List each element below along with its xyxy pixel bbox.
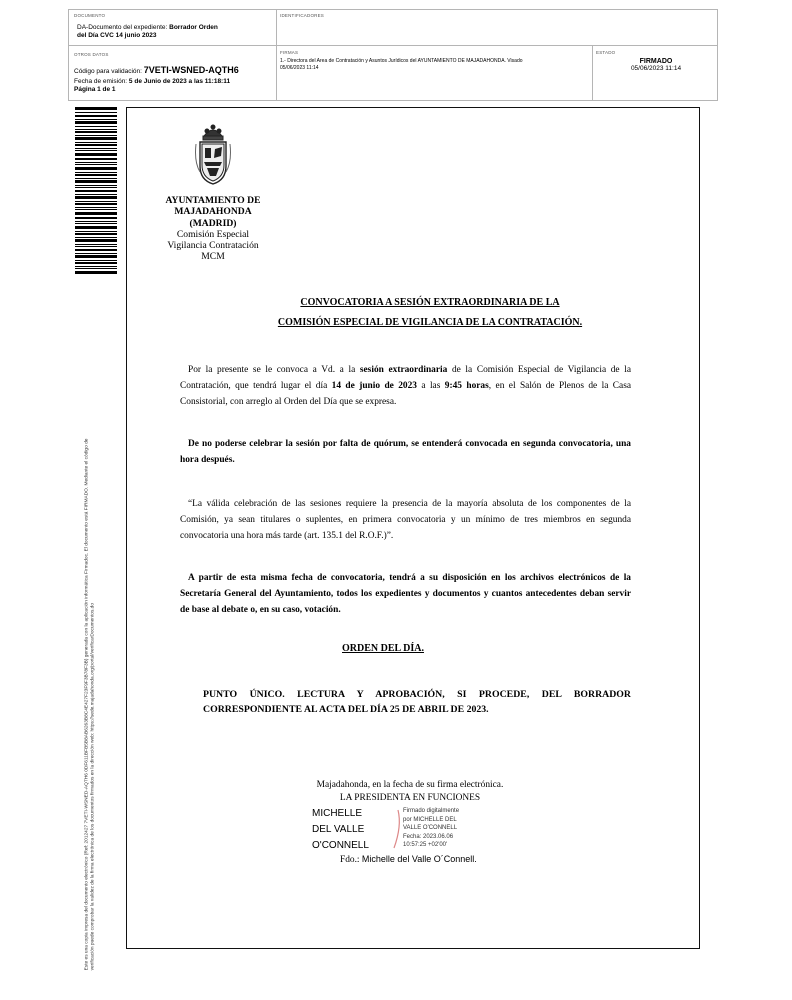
documento-tag: DOCUMENTO	[74, 13, 106, 18]
org-line1: AYUNTAMIENTO DE	[165, 195, 261, 206]
paragraph-1: Por la presente se le convoca a Vd. a la sesión extraordinaria de la Comisión Especial de Vigilancia de la Contratación, que tendrá lugar el día 14 de junio de 2023 a las 9:45 horas, en el Salón de Plenos de la Casa Consistorial, con arreglo al Orden del Día que se expresa.	[180, 365, 632, 407]
side-verification-text	[86, 290, 96, 970]
org-line5: Vigilancia Contratación	[167, 240, 259, 252]
punto-unico: PUNTO ÚNICO. LECTURA Y APROBACIÓN, SI PROCEDE, DEL BORRADOR CORRESPONDIENTE AL ACTA DEL DÍA 25 DE ABRIL DE 2023.	[203, 689, 631, 715]
otros-datos-tag: OTROS DATOS	[74, 52, 109, 57]
title-line1: CONVOCATORIA A SESIÓN EXTRAORDINARIA DE LA	[300, 297, 560, 308]
barcode-image	[75, 107, 117, 274]
documento-line2: del Día CVC 14 junio 2023	[77, 32, 157, 39]
firma-line2: 05/06/2023 11:14	[280, 64, 319, 71]
signature-info: Firmado digitalmente por MICHELLE DEL VALLE O'CONNELL Fecha: 2023.06.06 10:57:25 +02'00'	[403, 808, 460, 849]
org-line6: MCM	[201, 251, 225, 263]
documento-line1: DA-Documento del expediente: Borrador Orden	[77, 24, 218, 31]
paragraph-2: De no poderse celebrar la sesión por falta de quórum, se entenderá convocada en segunda convocatoria, una hora después.	[180, 439, 631, 465]
estado-tag: ESTADO	[596, 50, 616, 55]
title-line2: COMISIÓN ESPECIAL DE VIGILANCIA DE LA CONTRATACIÓN.	[277, 317, 583, 328]
page-count: Página 1 de 1	[74, 86, 116, 93]
validation-code: Código para validación: 7VETI-WSNED-AQTH6	[74, 65, 239, 75]
firmas-tag: FIRMAS	[280, 50, 299, 55]
estado-value: FIRMADO	[639, 58, 673, 65]
firma-line1: 1.- Directora del Area de Contratación y Asuntos Jurídicos del AYUNTAMIENTO DE MAJADAHONDA. Visado	[280, 58, 523, 64]
organization-block	[160, 195, 266, 263]
document-header	[68, 9, 718, 101]
orden-del-dia-heading: ORDEN DEL DÍA.	[342, 643, 424, 654]
org-line3: (MADRID)	[189, 217, 237, 229]
emission-date: Fecha de emisión: 5 de Junio de 2023 a las 11:18:11	[74, 78, 231, 85]
org-line2: MAJADAHONDA	[174, 206, 252, 218]
digital-signature-stamp	[312, 806, 492, 852]
signature-role: LA PRESIDENTA EN FUNCIONES	[339, 793, 481, 803]
paragraph-3: “La válida celebración de las sesiones requiere la presencia de la mayoría absoluta de los componentes de la Comisión, ya sean titulares o suplentes, en primera convocatoria y un mínimo de tres miembros en segunda convocatoria una hora más tarde (art. 135.1 del R.O.F.)”.	[180, 499, 631, 541]
side-text-line1: Este es una copia impresa del documento electrónico (Ref: 2012427 7VETI-WSNED-AQTH6 0DF611BFB5B8AB6263B8C4E427F23F9F3B78F3B) generada con la aplicación informática Firmadoc. El documento está FIRMADO. Mediante el código de	[84, 438, 90, 970]
coat-of-arms-icon	[194, 122, 232, 186]
signed-by-line: Fdo.: Michelle del Valle O´Connell.	[340, 854, 477, 865]
signer-name: MICHELLE DEL VALLE O'CONNELL	[312, 808, 369, 851]
estado-date: 05/06/2023 11:14	[630, 65, 682, 72]
side-text-line2: verificación puede comprobar la validez de la firma electrónica de los documentos firmados en la dirección web: https://sede.majadahonda.org/portal/verificarDocumentos.do	[90, 602, 96, 970]
paragraph-4: A partir de esta misma fecha de convocatoria, tendrá a su disposición en los archivos electrónicos de la Secretaría General del Ayuntamiento, todos los expedientes y documentos y cuantos antecedentes deban servir de base al debate o, en su caso, votación.	[180, 573, 631, 615]
signature-place-line: Majadahonda, en la fecha de su firma electrónica.	[316, 780, 504, 790]
identificadores-tag: IDENTIFICADORES	[280, 13, 325, 18]
org-line4: Comisión Especial	[176, 228, 250, 240]
